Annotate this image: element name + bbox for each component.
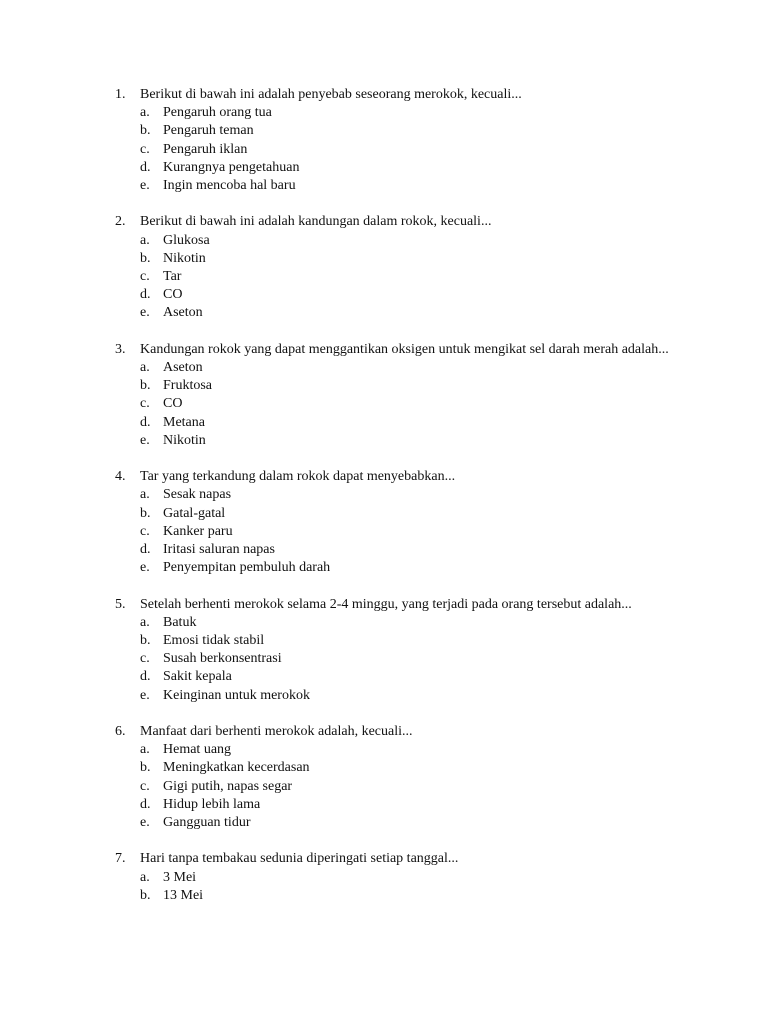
question-number: 4. [115, 469, 126, 485]
quiz-document [0, 86, 768, 923]
option-letter: a. [140, 360, 150, 376]
question-row [0, 723, 768, 741]
answer-option [0, 286, 768, 304]
answer-option [0, 650, 768, 668]
question-text: Manfaat dari berhenti merokok adalah, kecuali... [140, 724, 413, 740]
question-number: 3. [115, 341, 126, 357]
answer-option [0, 741, 768, 759]
question-text: Setelah berhenti merokok selama 2-4 minggu, yang terjadi pada orang tersebut adalah... [140, 596, 632, 612]
answer-option [0, 414, 768, 432]
option-letter: c. [140, 651, 150, 667]
answer-option [0, 304, 768, 322]
option-text: Pengaruh iklan [163, 141, 248, 157]
option-text: CO [163, 287, 183, 303]
option-text: 3 Mei [163, 869, 197, 885]
question-2 [0, 213, 768, 322]
option-text: Keinginan untuk merokok [163, 687, 310, 703]
question-number: 6. [115, 724, 126, 740]
question-text: Berikut di bawah ini adalah penyebab seseorang merokok, kecuali... [140, 87, 522, 102]
option-letter: b. [140, 887, 151, 903]
answer-option [0, 668, 768, 686]
option-letter: d. [140, 542, 151, 558]
answer-option [0, 687, 768, 705]
answer-option [0, 377, 768, 395]
question-5 [0, 596, 768, 705]
option-text: Kurangnya pengetahuan [163, 159, 300, 175]
question-text: Berikut di bawah ini adalah kandungan dalam rokok, kecuali... [140, 214, 492, 230]
question-row [0, 341, 768, 359]
option-text: Aseton [163, 305, 203, 321]
option-letter: b. [140, 378, 151, 394]
question-6 [0, 723, 768, 832]
answer-option [0, 359, 768, 377]
answer-option [0, 486, 768, 504]
answer-option [0, 632, 768, 650]
option-text: Gangguan tidur [163, 815, 251, 831]
option-letter: c. [140, 269, 150, 285]
option-text: Sakit kepala [163, 669, 232, 685]
option-letter: e. [140, 305, 150, 321]
option-letter: a. [140, 487, 150, 503]
question-number: 5. [115, 596, 126, 612]
option-text: Meningkatkan kecerdasan [163, 760, 310, 776]
option-text: Susah berkonsentrasi [163, 651, 282, 667]
option-letter: c. [140, 396, 150, 412]
option-text: Hemat uang [163, 742, 232, 758]
answer-option [0, 869, 768, 887]
answer-option [0, 814, 768, 832]
question-text: Tar yang terkandung dalam rokok dapat menyebabkan... [140, 469, 456, 485]
option-text: Emosi tidak stabil [163, 633, 265, 649]
option-text: Gatal-gatal [163, 505, 226, 521]
option-text: Iritasi saluran napas [163, 542, 275, 558]
option-letter: e. [140, 815, 150, 831]
option-letter: e. [140, 432, 150, 448]
answer-option [0, 505, 768, 523]
option-letter: e. [140, 687, 150, 703]
option-letter: c. [140, 523, 150, 539]
question-number: 1. [115, 87, 126, 102]
option-text: Gigi putih, napas segar [163, 778, 293, 794]
option-letter: b. [140, 505, 151, 521]
option-text: Nikotin [163, 432, 206, 448]
option-letter: a. [140, 869, 150, 885]
option-letter: d. [140, 287, 151, 303]
option-text: Hidup lebih lama [163, 796, 261, 812]
option-letter: d. [140, 796, 151, 812]
question-number: 7. [115, 851, 126, 867]
option-text: Ingin mencoba hal baru [163, 178, 296, 194]
option-letter: a. [140, 105, 150, 121]
question-3 [0, 341, 768, 450]
question-text: Hari tanpa tembakau sedunia diperingati setiap tanggal... [140, 851, 459, 867]
answer-option [0, 541, 768, 559]
option-letter: d. [140, 414, 151, 430]
question-text: Kandungan rokok yang dapat menggantikan oksigen untuk mengikat sel darah merah adalah... [140, 341, 669, 357]
answer-option [0, 432, 768, 450]
question-row [0, 86, 768, 104]
answer-option [0, 250, 768, 268]
answer-option [0, 395, 768, 413]
answer-option [0, 614, 768, 632]
question-row [0, 468, 768, 486]
option-letter: d. [140, 669, 151, 685]
question-1 [0, 86, 768, 195]
option-letter: e. [140, 178, 150, 194]
answer-option [0, 268, 768, 286]
answer-option [0, 523, 768, 541]
question-row [0, 850, 768, 868]
option-letter: a. [140, 742, 150, 758]
option-text: Kanker paru [163, 523, 233, 539]
option-letter: e. [140, 560, 150, 576]
option-text: Fruktosa [163, 378, 212, 394]
answer-option [0, 177, 768, 195]
answer-option [0, 122, 768, 140]
option-text: Batuk [163, 614, 197, 630]
answer-option [0, 159, 768, 177]
question-row [0, 596, 768, 614]
question-number: 2. [115, 214, 126, 230]
question-4 [0, 468, 768, 577]
option-letter: c. [140, 778, 150, 794]
option-text: CO [163, 396, 183, 412]
option-text: Pengaruh orang tua [163, 105, 272, 121]
option-text: Tar [163, 269, 182, 285]
answer-option [0, 141, 768, 159]
option-letter: c. [140, 141, 150, 157]
answer-option [0, 759, 768, 777]
answer-option [0, 559, 768, 577]
option-letter: b. [140, 250, 151, 266]
option-text: Penyempitan pembuluh darah [163, 560, 331, 576]
answer-option [0, 887, 768, 905]
option-text: Sesak napas [163, 487, 232, 503]
option-text: 13 Mei [163, 887, 204, 903]
option-letter: d. [140, 159, 151, 175]
option-letter: b. [140, 760, 151, 776]
option-text: Aseton [163, 360, 203, 376]
answer-option [0, 232, 768, 250]
option-letter: b. [140, 633, 151, 649]
option-letter: a. [140, 614, 150, 630]
option-letter: a. [140, 232, 150, 248]
answer-option [0, 796, 768, 814]
answer-option [0, 778, 768, 796]
question-row [0, 213, 768, 231]
option-text: Metana [163, 414, 205, 430]
answer-option [0, 104, 768, 122]
option-text: Glukosa [163, 232, 210, 248]
question-7 [0, 850, 768, 905]
option-text: Pengaruh teman [163, 123, 254, 139]
option-text: Nikotin [163, 250, 206, 266]
option-letter: b. [140, 123, 151, 139]
